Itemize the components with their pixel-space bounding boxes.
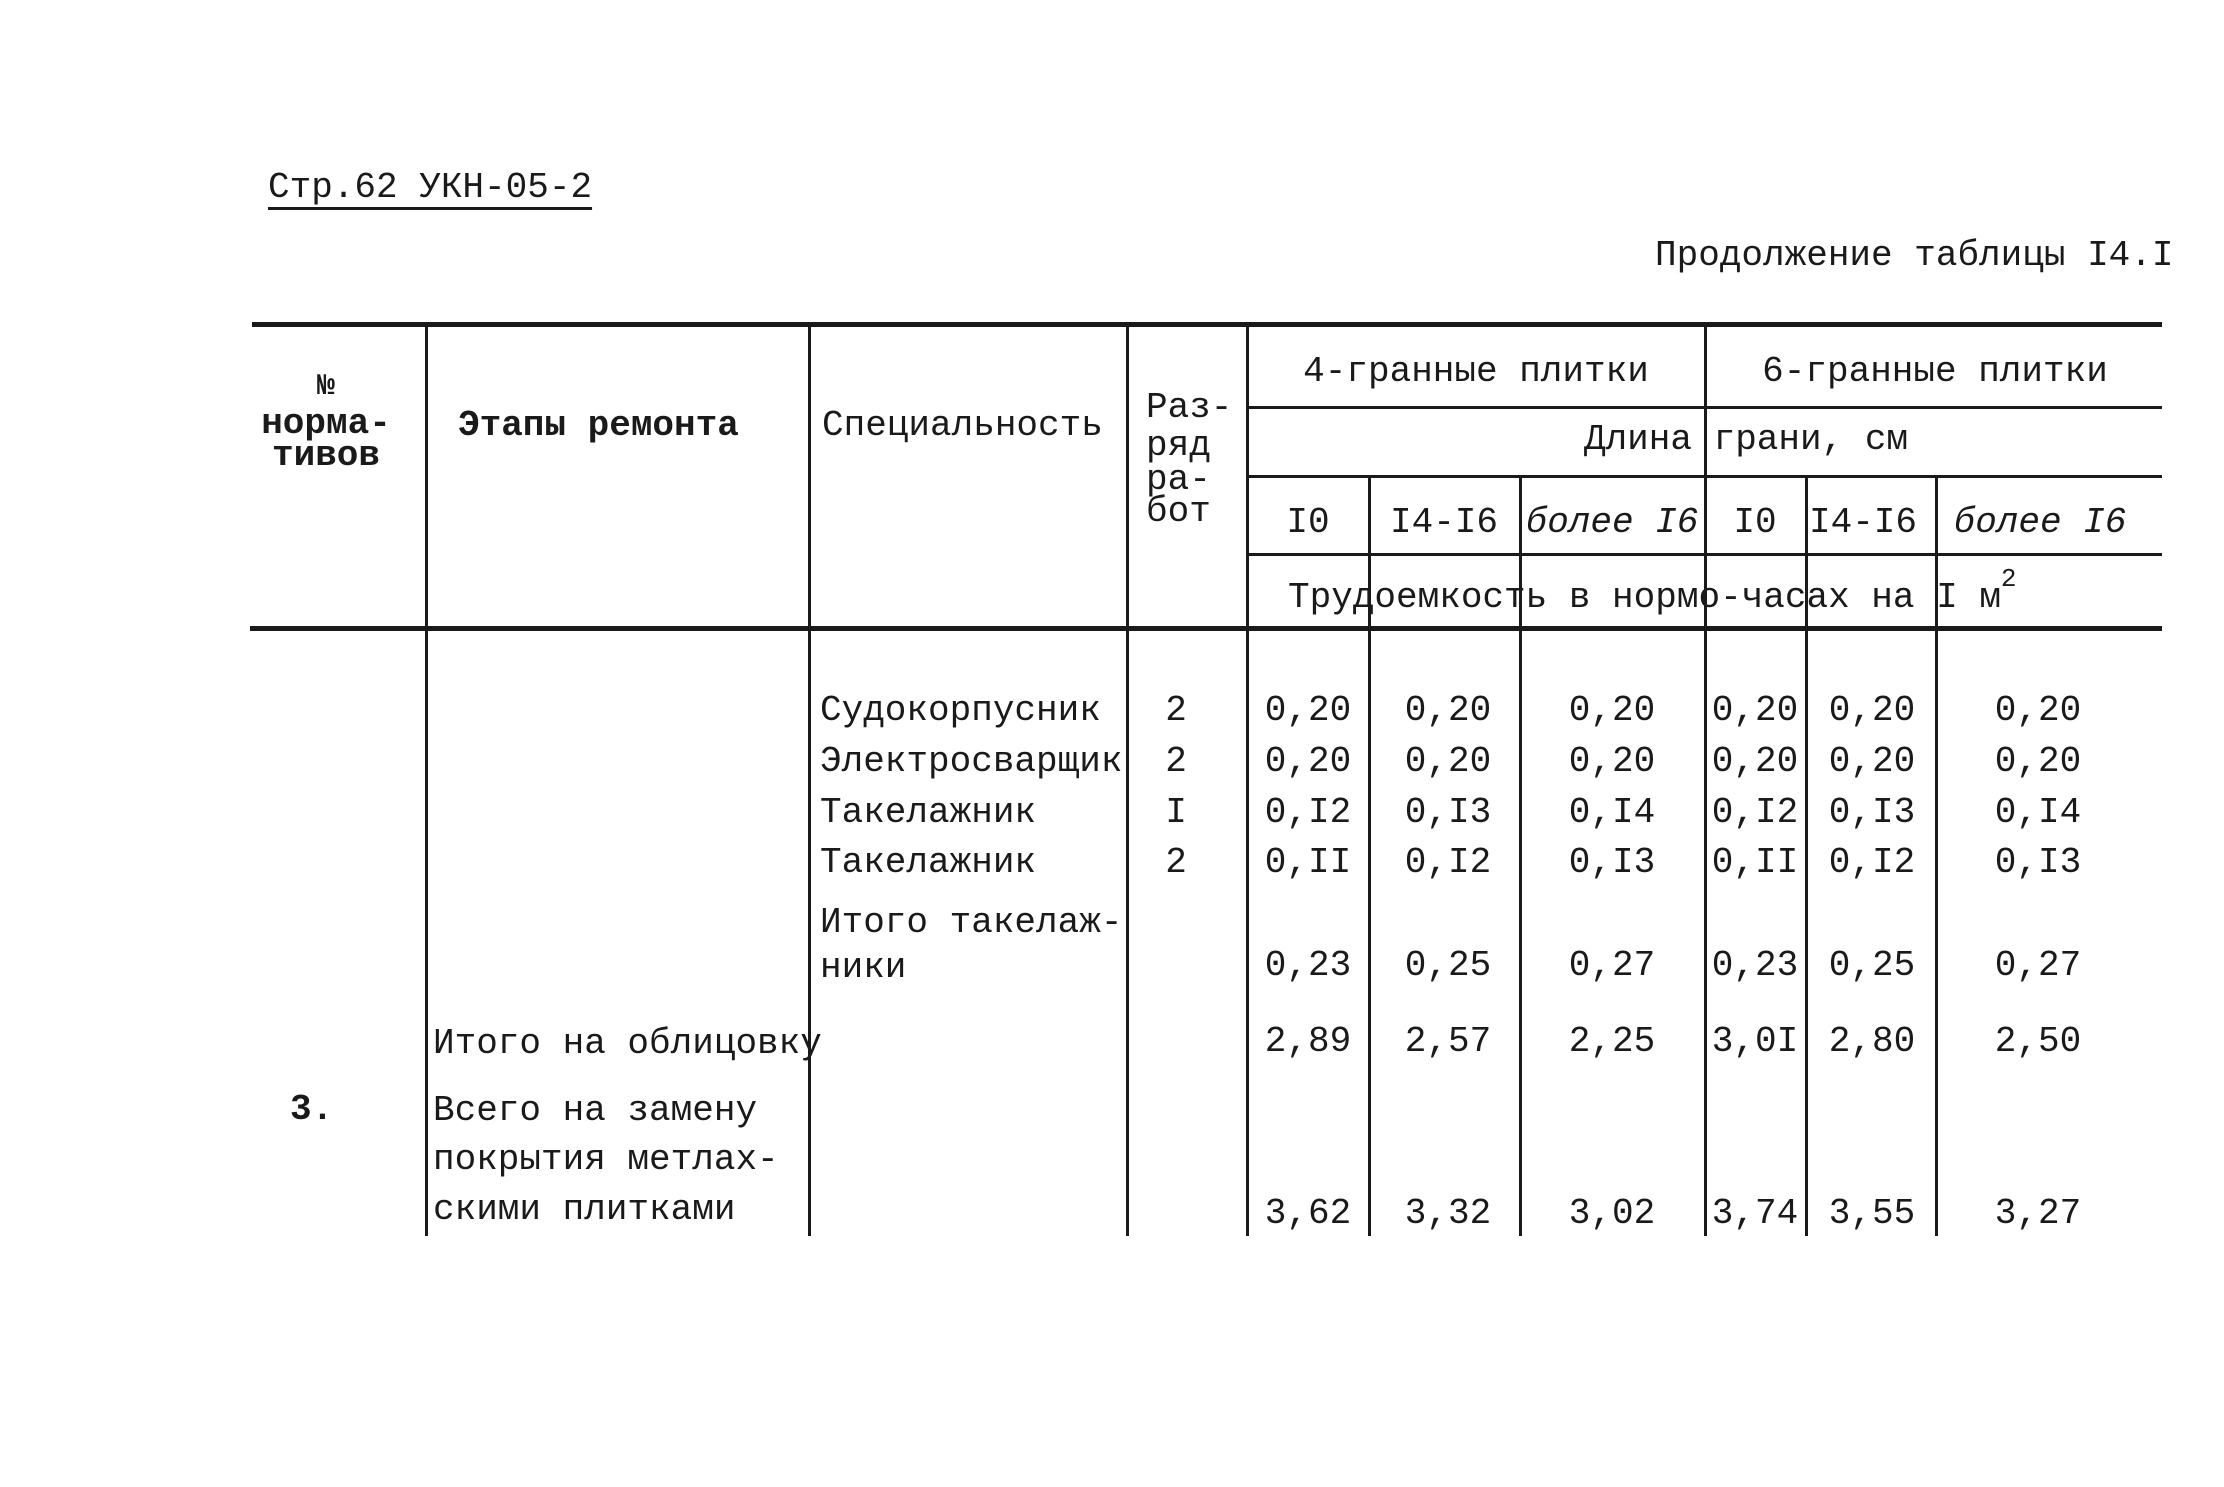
col-grade-header-3: ра- [1146, 459, 1211, 500]
labor-header-superscript: 2 [2000, 564, 2017, 594]
value-cell: 0,20 [1404, 690, 1492, 731]
total-label-2: покрытия метлах- [433, 1139, 779, 1180]
size-header-6-14-16: I4-I6 [1808, 502, 1918, 543]
value-cell: 0,20 [1264, 690, 1352, 731]
value-cell: 0,20 [1994, 690, 2082, 731]
specialty-cell: Электросварщик [820, 741, 1123, 782]
group-4-header: 4-гранные плитки [1303, 351, 1649, 392]
value-cell: 3,74 [1711, 1193, 1799, 1234]
value-cell: 0,I4 [1568, 792, 1656, 833]
value-cell: 0,20 [1568, 741, 1656, 782]
value-cell: 0,20 [1828, 690, 1916, 731]
value-cell: 0,I2 [1264, 792, 1352, 833]
col-grade-header-1: Раз- [1146, 387, 1233, 428]
value-cell: 0,20 [1568, 690, 1656, 731]
col-number-header-3: тивов [271, 435, 381, 476]
value-cell: 0,20 [1828, 741, 1916, 782]
labor-header [1288, 564, 2017, 618]
col-stages-header: Этапы ремонта [458, 405, 739, 446]
value-cell: 0,I3 [1568, 842, 1656, 883]
subtotal-cladding-label: Итого на облицовку [433, 1023, 822, 1064]
total-number: 3. [290, 1089, 334, 1130]
value-cell: 0,20 [1404, 741, 1492, 782]
value-cell: 0,25 [1404, 945, 1492, 986]
specialty-cell: Судокорпусник [820, 690, 1101, 731]
value-cell: 0,I2 [1404, 842, 1492, 883]
value-cell: 0,20 [1994, 741, 2082, 782]
value-cell: 2,25 [1568, 1021, 1656, 1062]
col-divider-values [1246, 324, 1249, 1236]
edge-length-header: Длина грани, см [1583, 419, 1909, 460]
col-number-header-2: норма- [261, 403, 391, 444]
value-cell: 3,62 [1264, 1193, 1352, 1234]
value-cell: 3,0I [1711, 1021, 1799, 1062]
size-header-4-over-16: более I6 [1525, 502, 1699, 543]
grade-cell: I [1165, 792, 1187, 833]
value-cell: 3,32 [1404, 1193, 1492, 1234]
col-grade-header-2: ряд [1146, 425, 1211, 466]
value-cell: 2,89 [1264, 1021, 1352, 1062]
value-cell: 3,02 [1568, 1193, 1656, 1234]
specialty-cell: Такелажник [820, 792, 1037, 833]
value-cell: 0,I4 [1994, 792, 2082, 833]
value-cell: 0,20 [1264, 741, 1352, 782]
size-header-4-14-16: I4-I6 [1389, 502, 1499, 543]
labor-header-text: Трудоемкость в нормо-часах на I м [1288, 577, 2001, 618]
value-cell: 0,27 [1994, 945, 2082, 986]
value-cell: 2,80 [1828, 1021, 1916, 1062]
value-cell: 0,I2 [1828, 842, 1916, 883]
value-cell: 0,25 [1828, 945, 1916, 986]
specialty-cell: Такелажник [820, 842, 1037, 883]
grade-cell: 2 [1165, 690, 1187, 731]
value-cell: 0,I3 [1404, 792, 1492, 833]
subtotal-riggers-label-1: Итого такелаж- [820, 902, 1123, 943]
col-divider-group [1704, 324, 1707, 1236]
value-cell: 0,20 [1711, 690, 1799, 731]
value-cell: 0,I3 [1828, 792, 1916, 833]
value-cell: 2,50 [1994, 1021, 2082, 1062]
header-bottom-rule [250, 626, 2162, 631]
col-divider-grade [1126, 324, 1129, 1236]
total-label-1: Всего на замену [433, 1090, 758, 1131]
size-header-6-10: I0 [1733, 502, 1777, 543]
size-header-4-10: I0 [1286, 502, 1330, 543]
col-grade-header-4: бот [1146, 491, 1211, 532]
total-label-3: скими плитками [433, 1189, 736, 1230]
col-specialty-header: Специальность [822, 405, 1103, 446]
subtotal-riggers-label-2: ники [820, 947, 907, 988]
value-cell: 0,II [1264, 842, 1352, 883]
value-cell: 3,55 [1828, 1193, 1916, 1234]
group-6-header: 6-гранные плитки [1762, 351, 2108, 392]
value-cell: 0,23 [1264, 945, 1352, 986]
value-cell: 0,I2 [1711, 792, 1799, 833]
value-cell: 2,57 [1404, 1021, 1492, 1062]
value-cell: 0,II [1711, 842, 1799, 883]
value-cell: 3,27 [1994, 1193, 2082, 1234]
value-cell: 0,23 [1711, 945, 1799, 986]
value-cell: 0,20 [1711, 741, 1799, 782]
grade-cell: 2 [1165, 842, 1187, 883]
value-cell: 0,I3 [1994, 842, 2082, 883]
table-continuation-caption: Продолжение таблицы I4.I [1655, 235, 2174, 276]
col-divider-specialty [808, 324, 811, 1236]
table-top-rule [252, 322, 2162, 327]
size-header-6-over-16: более I6 [1953, 502, 2127, 543]
col-number-header-1: № [316, 370, 336, 404]
grade-cell: 2 [1165, 741, 1187, 782]
page-reference: Стр.62 УКН-05-2 [268, 167, 593, 208]
col-divider-stages [425, 324, 428, 1236]
value-cell: 0,27 [1568, 945, 1656, 986]
